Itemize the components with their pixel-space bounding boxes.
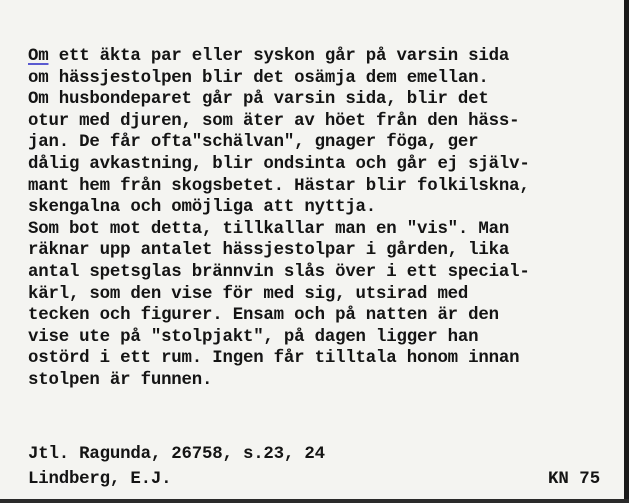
source-reference: Jtl. Ragunda, 26758, s.23, 24 bbox=[28, 445, 325, 464]
text-line-1-rest: ett äkta par eller syskon går på varsin sida bbox=[48, 47, 510, 66]
text-line-5: jan. De får ofta"schälvan", gnager föga, ger bbox=[28, 133, 479, 153]
underlined-word: Om bbox=[28, 47, 49, 66]
text-line-6: dålig avkastning, blir ondsinta och går ej själv- bbox=[28, 154, 530, 174]
text-line-11: antal spetsglas brännvin slås över i ett special- bbox=[28, 262, 530, 282]
card-bottom-edge bbox=[0, 499, 629, 503]
text-line-16: stolpen är funnen. bbox=[28, 370, 213, 390]
text-line-14: vise ute på "stolpjakt", på dagen ligger han bbox=[28, 327, 479, 347]
text-line-7: mant hem från skogsbetet. Hästar blir folkilskna, bbox=[28, 176, 530, 196]
text-line-2: om hässjestolpen blir det osämja dem emellan. bbox=[28, 68, 489, 88]
card-right-edge bbox=[624, 0, 629, 503]
card-code: KN 75 bbox=[548, 470, 601, 489]
text-line-10: räknar upp antalet hässjestolpar i gården, lika bbox=[28, 241, 510, 261]
text-line-15: ostörd i ett rum. Ingen får tilltala honom innan bbox=[28, 349, 520, 369]
text-line-13: tecken och figurer. Ensam och på natten är den bbox=[28, 306, 499, 326]
author-name: Lindberg, E.J. bbox=[28, 470, 172, 489]
text-line-12: kärl, som den vise för med sig, utsirad med bbox=[28, 284, 469, 304]
card-body-text bbox=[28, 46, 624, 392]
text-line-4: otur med djuren, som äter av höet från den häss- bbox=[28, 111, 520, 131]
text-line-1 bbox=[28, 46, 624, 68]
text-line-9: Som bot mot detta, tillkallar man en "vis". Man bbox=[28, 219, 510, 239]
text-line-3: Om husbondeparet går på varsin sida, blir det bbox=[28, 90, 489, 110]
text-line-8: skengalna och omöjliga att nyttja. bbox=[28, 198, 377, 218]
